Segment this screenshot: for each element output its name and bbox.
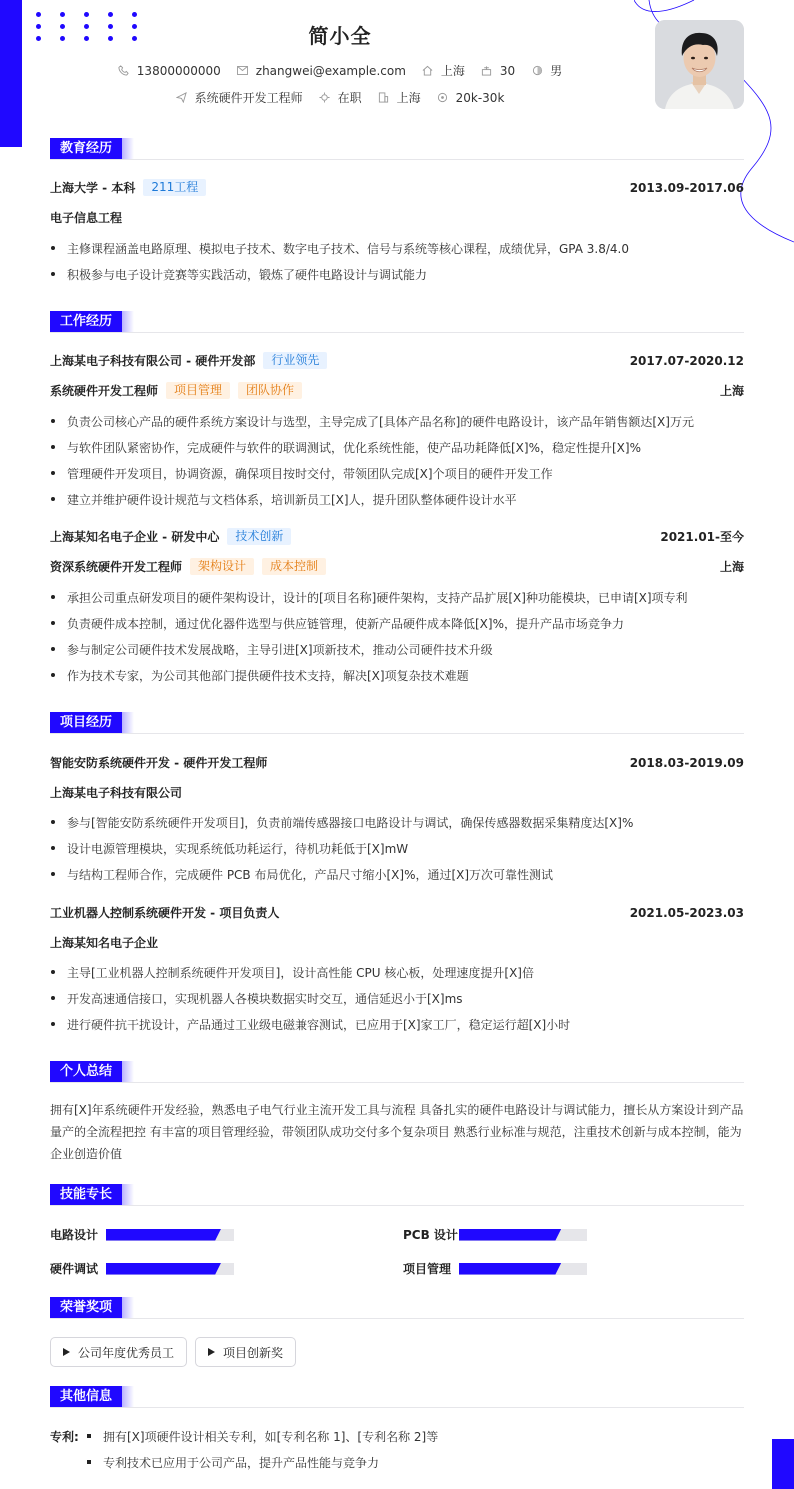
job-period: 2017.07-2020.12: [629, 353, 744, 368]
status-item: 在职: [319, 89, 362, 106]
awards-header: [50, 1297, 744, 1319]
work-header: [50, 311, 744, 333]
role-row: [50, 382, 744, 399]
skill-level: [106, 1263, 221, 1275]
patent-block: [50, 1428, 744, 1478]
section-title: 工作经历: [50, 311, 122, 332]
project-period: 2021.05-2023.03: [629, 905, 744, 920]
skill-bar: [459, 1229, 587, 1241]
list-item: 作为技术专家，为公司其他部门提供硬件技术支持，解决[X]项复杂技术难题: [50, 667, 744, 684]
list-item: 进行硬件抗干扰设计，产品通过工业级电磁兼容测试，已应用于[X]家工厂，稳定运行超[X]小时: [50, 1016, 744, 1033]
list-item: 负责硬件成本控制，通过优化器件选型与供应链管理，使新产品硬件成本降低[X]%，提升产品市场竞争力: [50, 615, 744, 632]
section-title: 项目经历: [50, 712, 122, 733]
job-intent-row: [0, 89, 680, 106]
role-tag: 项目管理: [166, 382, 230, 399]
list-item: 专利技术已应用于公司产品，提升产品性能与竞争力: [86, 1454, 379, 1471]
awards-section: [50, 1297, 744, 1360]
play-icon: [208, 1348, 215, 1356]
role-tag: 团队协作: [238, 382, 302, 399]
company-tag: 行业领先: [263, 352, 327, 369]
skills-section: [50, 1184, 744, 1276]
skill-name: PCB 设计: [403, 1228, 458, 1242]
contact-row: [0, 62, 680, 79]
project-name: 工业机器人控制系统硬件开发 - 项目负责人: [50, 906, 280, 920]
education-period: 2013.09-2017.06: [629, 180, 744, 195]
skill-bar: [459, 1263, 587, 1275]
gender-icon: [531, 65, 543, 77]
role-title: 系统硬件开发工程师: [50, 384, 159, 398]
section-title: 其他信息: [50, 1386, 122, 1407]
salary-item: 20k-30k: [437, 91, 505, 105]
role-tag: 成本控制: [262, 558, 326, 575]
other-header: [50, 1386, 744, 1408]
major-row: [50, 209, 744, 226]
status-icon: [319, 92, 331, 104]
skill-name: 硬件调试: [50, 1262, 99, 1276]
city-item: 上海: [378, 89, 421, 106]
awards-list: [50, 1337, 744, 1367]
profile-photo: [655, 20, 744, 109]
company-name: 上海某知名电子企业 - 研发中心: [50, 530, 220, 544]
list-item: 主修课程涵盖电路原理、模拟电子技术、数字电子技术、信号与系统等核心课程，成绩优异，GPA 3.8/4.0: [50, 240, 744, 257]
section-title: 个人总结: [50, 1061, 122, 1082]
skill-name: 电路设计: [50, 1228, 99, 1242]
summary-header: [50, 1061, 744, 1083]
list-item: 设计电源管理模块，实现系统低功耗运行，待机功耗低于[X]mW: [50, 840, 744, 857]
skill-level: [459, 1263, 561, 1275]
project-org: 上海某电子科技有限公司: [50, 786, 183, 800]
role-title: 资深系统硬件开发工程师: [50, 560, 183, 574]
projects-header: [50, 712, 744, 734]
location-item: 上海: [422, 62, 465, 79]
section-title: 技能专长: [50, 1184, 122, 1205]
summary-text: 拥有[X]年系统硬件开发经验，熟悉电子电气行业主流开发工具与流程 具备扎实的硬件电路设计与调试能力，擅长从方案设计到产品 量产的全流程把控 有丰富的项目管理经验，带领团队成功交付多个复杂项目 熟悉行业标准与规范，注重技术创新与成本控制，能为 企业创造价值: [50, 1103, 744, 1161]
skill-item: [403, 1260, 587, 1277]
project-org: 上海某知名电子企业: [50, 936, 159, 950]
mail-icon: [237, 65, 249, 77]
major: 电子信息工程: [50, 211, 123, 225]
position-item: 系统硬件开发工程师: [176, 89, 303, 106]
education-header: [50, 138, 744, 160]
project-org-row: [50, 934, 744, 951]
list-item: 参与制定公司硬件技术发展战略，主导引进[X]项新技术，推动公司硬件技术升级: [50, 641, 744, 658]
play-icon: [63, 1348, 70, 1356]
phone-item: 13800000000: [118, 64, 221, 78]
list-item: 拥有[X]项硬件设计相关专利，如[专利名称 1]、[专利名称 2]等: [86, 1428, 438, 1445]
send-icon: [176, 92, 188, 104]
role-tag: 架构设计: [190, 558, 254, 575]
project-row: [50, 754, 744, 771]
skills-header: [50, 1184, 744, 1206]
list-item: 开发高速通信接口，实现机器人各模块数据实时交互，通信延迟小于[X]ms: [50, 990, 744, 1007]
email-item: zhangwei@example.com: [237, 64, 406, 78]
right-accent-bar: [772, 1439, 794, 1489]
work-section: [50, 311, 744, 683]
skill-bar: [106, 1263, 234, 1275]
skill-bar: [106, 1229, 234, 1241]
section-title: 荣誉奖项: [50, 1297, 122, 1318]
school-tag: 211工程: [143, 179, 206, 196]
job-row: [50, 352, 744, 369]
education-row: [50, 179, 744, 196]
job-period: 2021.01-至今: [660, 530, 744, 544]
gender-item: 男: [531, 62, 562, 79]
projects-section: [50, 712, 744, 1032]
role-row: [50, 558, 744, 575]
list-item: 建立并维护硬件设计规范与文档体系，培训新员工[X]人，提升团队整体硬件设计水平: [50, 491, 744, 508]
other-section: [50, 1386, 744, 1470]
award-chip: 项目创新奖: [195, 1337, 296, 1367]
skill-item: [50, 1226, 234, 1243]
award-chip: 公司年度优秀员工: [50, 1337, 187, 1367]
list-item: 与软件团队紧密协作，完成硬件与软件的联调测试，优化系统性能，使产品功耗降低[X]%，稳定性提升[X]%: [50, 439, 744, 456]
summary-section: [50, 1061, 744, 1161]
job-city: 上海: [719, 560, 744, 574]
list-item: 积极参与电子设计竞赛等实践活动，锻炼了硬件电路设计与调试能力: [50, 266, 744, 283]
education-section: [50, 138, 744, 282]
skill-name: 项目管理: [403, 1262, 452, 1276]
project-name: 智能安防系统硬件开发 - 硬件开发工程师: [50, 756, 268, 770]
home-icon: [422, 65, 434, 77]
project-period: 2018.03-2019.09: [629, 755, 744, 770]
list-item: 参与[智能安防系统硬件开发项目]，负责前端传感器接口电路设计与调试，确保传感器数据采集精度达[X]%: [50, 814, 744, 831]
salary-icon: [437, 92, 449, 104]
company-name: 上海某电子科技有限公司 - 硬件开发部: [50, 354, 256, 368]
building-icon: [378, 92, 390, 104]
list-item: 承担公司重点研发项目的硬件架构设计，设计的[项目名称]硬件架构，支持产品扩展[X]种功能模块，已申请[X]项专利: [50, 589, 744, 606]
candidate-name: 简小全: [308, 24, 372, 48]
list-item: 与结构工程师合作，完成硬件 PCB 布局优化，产品尺寸缩小[X]%，通过[X]万次可靠性测试: [50, 866, 744, 883]
project-row: [50, 904, 744, 921]
job-row: [50, 528, 744, 545]
project-org-row: [50, 784, 744, 801]
school-name: 上海大学 - 本科: [50, 181, 136, 195]
skill-level: [106, 1229, 221, 1241]
skill-item: [403, 1226, 587, 1243]
list-item: 管理硬件开发项目，协调资源，确保项目按时交付，带领团队完成[X]个项目的硬件开发工作: [50, 465, 744, 482]
job-city: 上海: [719, 384, 744, 398]
list-item: 负责公司核心产品的硬件系统方案设计与选型，主导完成了[具体产品名称]的硬件电路设计，该产品年销售额达[X]万元: [50, 413, 744, 430]
list-item: 主导[工业机器人控制系统硬件开发项目]，设计高性能 CPU 核心板，处理速度提升[X]倍: [50, 964, 744, 981]
age-icon: [481, 65, 493, 77]
company-tag: 技术创新: [227, 528, 291, 545]
skill-level: [459, 1229, 561, 1241]
age-item: 30: [481, 64, 515, 78]
phone-icon: [118, 65, 130, 77]
section-title: 教育经历: [50, 138, 122, 159]
skill-item: [50, 1260, 234, 1277]
patent-label: 专利:: [50, 1430, 79, 1444]
